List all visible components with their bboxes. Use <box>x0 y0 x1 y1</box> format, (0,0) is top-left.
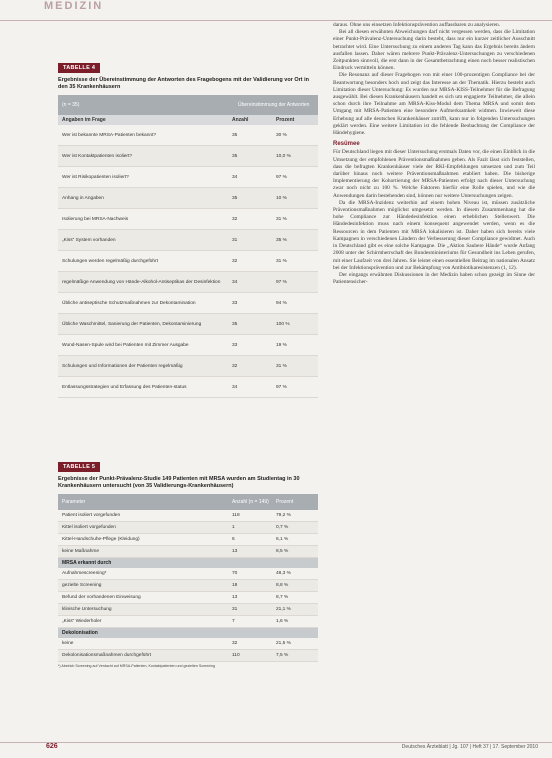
section-heading-resumee: Resümee <box>333 141 360 148</box>
table-row <box>58 167 318 188</box>
table-cell-c1: Wund-Nasen-Spule wird bei Patienten mit Zimmer Ausgabe <box>62 342 189 348</box>
table-cell-c2: 32 <box>232 641 238 646</box>
table-cell-c1: regelmäßige Anwendung von Hände-Alkohol-Antiseptikas der Desinfektion <box>62 279 221 285</box>
table-cell-c3: 35 % <box>276 237 287 243</box>
table-cell-c2: 13 <box>232 595 238 600</box>
table-cell-c2: 35 <box>232 195 238 201</box>
table-5-body-1 <box>58 510 318 558</box>
table-row <box>58 272 318 293</box>
table-row <box>58 146 318 167</box>
table-row <box>58 522 318 534</box>
table-5 <box>58 455 318 668</box>
table-4-body <box>58 125 318 398</box>
table-cell-c2: 7 <box>232 619 235 624</box>
table-cell-c3: 8,7 % <box>276 595 289 600</box>
table-cell-c3: 10,0 % <box>276 153 291 159</box>
table-5-body-3 <box>58 638 318 662</box>
table-cell-c1: Wer ist Kontaktpatienten isoliert? <box>62 153 133 159</box>
table-4 <box>58 56 318 398</box>
page-header <box>0 0 552 22</box>
table-cell-c1: Schulungen und Informationen der Patienten regelmäßig <box>62 363 183 369</box>
table-4-tag: TABELLE 4 <box>58 63 100 73</box>
table-row <box>58 546 318 558</box>
table-cell-c1: Übliche Waschmittel, Sanierung der Patienten, Dekontaminierung <box>62 321 202 327</box>
table-cell-c3: 94 % <box>276 300 287 306</box>
table-cell-c1: gezielte Screening <box>62 583 102 588</box>
table-cell-c1: „Kiss“ Wiederholer <box>62 619 102 624</box>
table-row <box>58 377 318 398</box>
table-row <box>58 638 318 650</box>
table-cell-c2: 31 <box>232 607 238 612</box>
footer-rule <box>0 742 552 743</box>
table-cell-c3: 31 % <box>276 216 287 222</box>
table-cell-c2: 110 <box>232 653 240 658</box>
table-row <box>58 568 318 580</box>
paragraph: Die Resonanz auf dieser Fragebogen von mit einer 100-prozentigen Compliance bei der Beantwortung besonders hoch und zeigt das Interesse an der Thematik. Hierzu besteht auch Limitation dieser Untersuchung: Es wurden nur MRSA-KISS-Teilnehmer für die Befragung ausgewählt. Bei diesen Krankenhäusern handelt es sich um engagierte Teilnehmer, die allein schon durch ihre Teilnahme am MRSA-Kiss-Modul dem Thema MRSA und somit dem Umgang mit MRSA-Patienten eine besondere Aufmerksamkeit widmen. Inwieweit diese Erhebung auf alle deutschen Krankenhäuser zutrifft, kann nur in folgenden Untersuchungen geklärt werden. Eine weitere Limitation ist die fehlende Beobachtung der Compliance der Händehygiene. <box>333 72 535 137</box>
table-cell-c1: Befund der vorhandenen Einweisung <box>62 595 141 600</box>
table-cell-c3: 97 % <box>276 174 287 180</box>
table-5-tag: TABELLE 5 <box>58 462 100 472</box>
table-5-caption: Ergebnisse der Punkt-Prävalenz-Studie 149 Patienten mit MRSA wurden am Studientag in 30 Krankenhäusern untersucht (von 35 Validierungs-Krankenhäusern) <box>58 476 300 489</box>
table-cell-c1: Dekolonisationsmaßnahmen durchgeführt <box>62 653 152 658</box>
table-cell-c2: 18 <box>232 583 238 588</box>
table-cell-c1: Übliche antiseptische Schutzmaßnahmen zur Dekontamination <box>62 300 196 306</box>
table-row <box>58 314 318 335</box>
table-cell-c3: 100 % <box>276 321 290 327</box>
table-cell-c2: 32 <box>232 258 238 264</box>
table-cell-c3: 8,5 % <box>276 549 289 554</box>
table-row <box>58 293 318 314</box>
table-cell-c3: 79,2 % <box>276 513 291 518</box>
table-5-section-mrsa: MRSA erkannt durch <box>58 558 318 568</box>
table-4-sub-c3: Prozent <box>276 117 295 123</box>
table-cell-c3: 0,7 % <box>276 525 289 530</box>
table-row <box>58 251 318 272</box>
table-cell-c1: Kittel-Handschuhe-Pflege (Kleidung) <box>62 537 140 542</box>
table-cell-c2: 34 <box>232 384 238 390</box>
table-cell-c1: Kittel isoliert vorgefunden <box>62 525 116 530</box>
table-cell-c3: 7,5 % <box>276 653 289 658</box>
table-cell-c1: klinische Untersuchung <box>62 607 112 612</box>
table-5-header <box>58 494 318 510</box>
table-cell-c1: Schulungen werden regelmäßig durchgeführt <box>62 258 158 264</box>
table-cell-c2: 6 <box>232 537 235 542</box>
header-rule <box>0 20 552 21</box>
table-cell-c2: 32 <box>232 363 238 369</box>
table-cell-c1: keine <box>62 641 74 646</box>
table-cell-c1: Entlassungsstrategien und Erfassung des Patienten-status <box>62 384 187 390</box>
table-row <box>58 335 318 356</box>
table-4-caption: Ergebnisse der Übereinstimmung der Antworten des Fragebogens mit der Validierung vor Ort in den 35 Krankenhäusern <box>58 77 310 90</box>
table-cell-c3: 30 % <box>276 132 287 138</box>
journal-citation: Deutsches Ärzteblatt | Jg. 107 | Heft 37 | 17. September 2010 <box>401 744 538 750</box>
table-5-head-c1: Parameter <box>62 499 86 505</box>
table-cell-c3: 31 % <box>276 363 287 369</box>
paragraph: Der eingangs erwähnten Diskussionen in der Medizin haben schon gezeigt im Sinne der Patientensicher- <box>333 271 535 286</box>
table-cell-c3: 97 % <box>276 279 287 285</box>
table-cell-c1: „Kiss“ System vorhanden <box>62 237 116 243</box>
table-4-subheader <box>58 115 318 125</box>
table-cell-c3: 21,5 % <box>276 641 291 646</box>
table-cell-c1: Aufnahmescreening* <box>62 571 107 576</box>
table-cell-c3: 21,1 % <box>276 607 291 612</box>
table-cell-c2: 13 <box>232 549 238 554</box>
table-row <box>58 604 318 616</box>
paragraph: Für Deutschland liegen mit dieser Untersuchung erstmals Daten vor, die einen Einblick in die Umsetzung der empfohlenen Präventionsmaßnahmen geben. Als Fazit lässt sich feststellen, dass die befragten Krankenhäuser viele der RKI-Empfehlungen umsetzen und zum Teil darüber hinaus noch weitere Präventionsmaßnahmen etabliert haben. Die bisherige Implementierung der Kohortierung der MRSA-Patienten erfolgt nach dieser Untersuchung zwar noch nicht zu 100 %. Welche Faktoren hierfür eine Rolle spielen, und wie die Anwendungen darin bestehenden sind, können nur weitere Untersuchungen zeigen. <box>333 149 535 199</box>
table-5-head-c3: Prozent <box>276 499 294 505</box>
page-footer <box>0 742 552 758</box>
table-cell-c1: keine Maßnahme <box>62 549 100 554</box>
table-cell-c2: 1 <box>232 525 235 530</box>
table-row <box>58 616 318 628</box>
table-cell-c3: 8,8 % <box>276 583 289 588</box>
table-cell-c2: 33 <box>232 300 238 306</box>
table-4-sub-c1: Angaben im Frage <box>62 117 106 123</box>
table-4-sub-c2: Anzahl <box>232 117 249 123</box>
table-row <box>58 580 318 592</box>
table-row <box>58 592 318 604</box>
page-number: 626 <box>46 743 58 750</box>
table-cell-c2: 34 <box>232 174 238 180</box>
table-cell-c3: 97 % <box>276 384 287 390</box>
table-cell-c1: Isolierung bei MRSA-Nachweis <box>62 216 129 222</box>
table-row <box>58 230 318 251</box>
table-cell-c2: 35 <box>232 132 238 138</box>
table-5-section-decolonisation: Dekolonisation <box>58 628 318 638</box>
table-cell-c1: Patient isoliert vorgefunden <box>62 513 121 518</box>
table-row <box>58 209 318 230</box>
section-title: MEDIZIN <box>44 0 104 12</box>
table-4-head-left: (n = 35) <box>62 102 80 108</box>
table-cell-c2: 34 <box>232 279 238 285</box>
table-cell-c2: 118 <box>232 513 240 518</box>
table-cell-c3: 19 % <box>276 342 287 348</box>
table-5-footnote: *) Abstrich Screening auf Verdacht auf MRSA-Patienten, Kontaktpatienten und gezielten Screening <box>58 664 216 668</box>
table-cell-c1: Anhang in Angaben <box>62 195 104 201</box>
paragraph: Da die MRSA-Inzidenz weiterhin auf einem hohen Niveau ist, müssen zusätzliche Präventionsmaßnahmen möglichst umgesetzt werden. In diesem Zusammenhang hat die hohe Compliance zur Händedesinfektion einen erheblichen Stellenwert. Die Händedesinfektion muss nach einem konsequent angewendet werden, wenn es die Ressourcen in dem Patienten mit MRSA lokalisieren ist. Daher haben sich bereits viele Kampagnen in verschiedenen Ländern der Verbesserung dieser Compliance gewidmet. Auch in Deutschland gibt es eine solche Kampagne. Die „Aktion Saubere Hände“ wurde Anfang 2008 unter der Schirmherrschaft des Bundesministeriums für Gesundheit ins Leben gerufen, mit einer Laufzeit von drei Jahren. Sie leistet einen essentiellen Beitrag im nationalen Ansatz bei der Infektionsprävention und zur Bekämpfung von Antibiotikaresistenzen (1, 12). <box>333 199 535 271</box>
table-cell-c3: 48,3 % <box>276 571 291 576</box>
table-5-body-2 <box>58 568 318 628</box>
table-row <box>58 650 318 662</box>
table-cell-c3: 1,6 % <box>276 619 289 624</box>
table-cell-c1: Wer ist Risikopatienten isoliert? <box>62 174 129 180</box>
table-row <box>58 125 318 146</box>
table-cell-c2: 35 <box>232 153 238 159</box>
paragraph: daraus. Ohne uns einsetzen Infektionsprävention auffassbaren zu analysieren. <box>333 22 501 28</box>
table-row <box>58 188 318 209</box>
table-cell-c3: 6,1 % <box>276 537 289 542</box>
table-cell-c2: 33 <box>232 342 238 348</box>
table-cell-c2: 35 <box>232 321 238 327</box>
table-cell-c2: 70 <box>232 571 238 576</box>
table-cell-c3: 10 % <box>276 195 287 201</box>
table-cell-c3: 31 % <box>276 258 287 264</box>
table-row <box>58 356 318 377</box>
table-row <box>58 510 318 522</box>
table-cell-c2: 32 <box>232 216 238 222</box>
table-cell-c1: Wer ist bekannte MRSA-Patienten bekannt? <box>62 132 157 138</box>
table-5-head-c2: Anzahl (n = 149) <box>232 499 269 505</box>
table-cell-c2: 31 <box>232 237 238 243</box>
paragraph: Bei all diesen erwähnten Abweichungen darf nicht vergessen werden, dass die Limitation einer Punkt-Prävalenz-Untersuchung darin besteht, dass nur ein kurzer zeitlicher Ausschnitt betrachtet wird. Eine Untersuchung zu einem anderen Tag kann das Ergebnis bereits ändern ausfallen lassen. Daher wären mehrere Punkt-Prävalenz-Untersuchungen zu verschiedenen Zeitpunkten sinnvoll, die erst dann in der Gesamtbetrachtung einen noch besser realistischen Eindruck vermitteln können. <box>333 29 535 72</box>
table-4-header <box>58 95 318 115</box>
table-4-head-right: Übereinstimmung der Antworten <box>238 102 310 108</box>
table-row <box>58 534 318 546</box>
article-text-column <box>333 22 535 286</box>
